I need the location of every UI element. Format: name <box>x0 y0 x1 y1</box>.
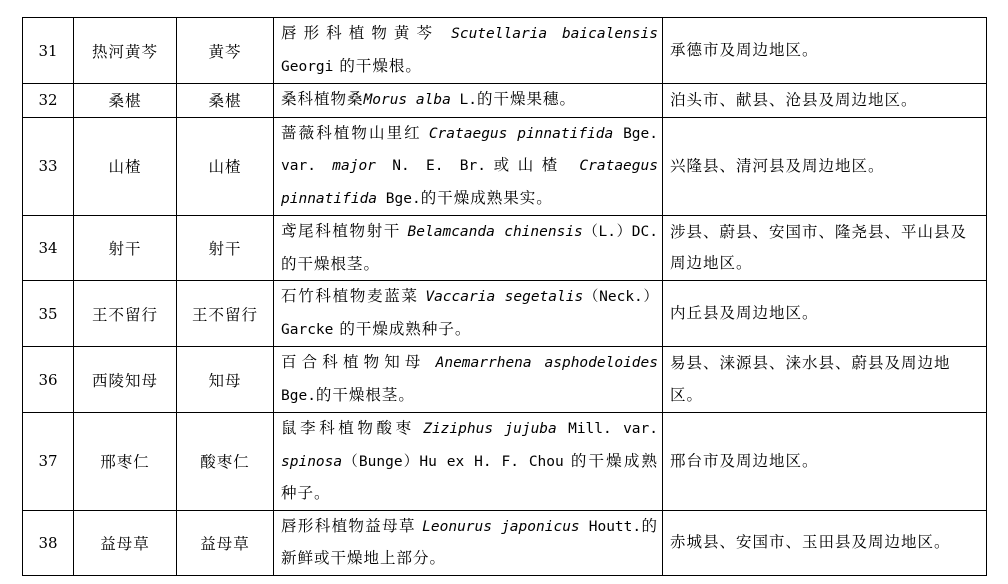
botanical-source <box>274 117 663 216</box>
author-citation: （Bunge）Hu ex H. F. Chou <box>342 453 564 470</box>
producing-area: 涉县、蔚县、安国市、隆尧县、平山县及周边地区。 <box>663 216 987 281</box>
latin-binomial: Scutellaria baicalensis <box>451 26 658 42</box>
botanical-source <box>274 281 663 347</box>
product-name: 山楂 <box>74 117 177 216</box>
row-number: 37 <box>23 413 74 511</box>
herb-name: 桑椹 <box>177 84 274 118</box>
producing-area: 易县、涞源县、涞水县、蔚县及周边地区。 <box>663 347 987 413</box>
row-number: 33 <box>23 117 74 216</box>
herb-name: 王不留行 <box>177 281 274 347</box>
botanical-source <box>274 413 663 511</box>
producing-area: 承德市及周边地区。 <box>663 18 987 84</box>
latin-binomial: Anemarrhena asphodeloides <box>435 355 658 371</box>
source-text: 的干燥根茎。 <box>315 385 415 404</box>
source-text: 唇形科植物黄芩 <box>281 24 452 42</box>
table-row <box>23 84 987 118</box>
table-body <box>23 18 987 576</box>
herb-name: 射干 <box>177 216 274 281</box>
table-row <box>23 117 987 216</box>
latin-binomial: Ziziphus jujuba <box>423 421 557 437</box>
source-text: 的干燥根。 <box>333 56 422 75</box>
author-citation: N. E. Br. <box>375 158 486 174</box>
table-row <box>23 18 987 84</box>
latin-binomial: Vaccaria segetalis <box>425 289 584 305</box>
author-citation: Mill. var. <box>556 421 658 437</box>
product-name: 王不留行 <box>74 281 177 347</box>
source-text: 的新鲜或干燥地上部分。 <box>281 516 658 567</box>
botanical-source <box>274 84 663 118</box>
table-row <box>23 216 987 281</box>
latin-binomial: spinosa <box>281 453 343 470</box>
product-name: 热河黄芩 <box>74 18 177 84</box>
author-citation: Bge. var. <box>281 125 658 174</box>
product-name: 桑椹 <box>74 84 177 118</box>
product-name: 邢枣仁 <box>74 413 177 511</box>
herb-name: 知母 <box>177 347 274 413</box>
source-text: 百合科植物知母 <box>281 353 436 371</box>
product-name: 射干 <box>74 216 177 281</box>
table-row <box>23 413 987 511</box>
author-citation: Bge. <box>281 387 316 404</box>
source-text: 桑科植物桑 <box>281 90 364 108</box>
source-text: 石竹科植物麦蓝菜 <box>281 287 426 305</box>
author-citation: Georgi <box>281 58 334 75</box>
table-row <box>23 347 987 413</box>
herb-name: 黄芩 <box>177 18 274 84</box>
row-number: 32 <box>23 84 74 118</box>
source-text: 或山楂 <box>486 156 580 174</box>
source-text: 的干燥成熟果实。 <box>420 188 553 207</box>
latin-binomial: Crataegus pinnatifida <box>428 125 614 142</box>
source-text: 鸢尾科植物射干 <box>281 222 408 240</box>
botanical-source <box>274 216 663 281</box>
table-row <box>23 281 987 347</box>
author-citation: Bge. <box>377 190 421 207</box>
source-text: 蔷薇科植物山里红 <box>281 123 429 142</box>
row-number: 38 <box>23 510 74 575</box>
latin-binomial: major <box>332 158 376 174</box>
source-text: 的干燥根茎。 <box>281 254 381 273</box>
producing-area: 赤城县、安国市、玉田县及周边地区。 <box>663 510 987 575</box>
author-citation: （Neck.）Garcke <box>281 289 658 338</box>
source-text: 唇形科植物益母草 <box>281 516 423 535</box>
producing-area: 内丘县及周边地区。 <box>663 281 987 347</box>
botanical-source <box>274 510 663 575</box>
row-number: 35 <box>23 281 74 347</box>
source-text: 的干燥果穗。 <box>477 90 577 108</box>
source-text: 的干燥成熟种子。 <box>333 319 472 338</box>
author-citation: Houtt. <box>579 518 642 535</box>
author-citation: L. <box>450 92 478 108</box>
latin-binomial: Morus alba <box>363 92 451 108</box>
row-number: 34 <box>23 216 74 281</box>
herb-name: 益母草 <box>177 510 274 575</box>
author-citation: （L.）DC. <box>582 224 658 240</box>
latin-binomial: Crataegus pinnatifida <box>281 158 658 207</box>
producing-area: 邢台市及周边地区。 <box>663 413 987 511</box>
botanical-source <box>274 347 663 413</box>
row-number: 36 <box>23 347 74 413</box>
product-name: 益母草 <box>74 510 177 575</box>
herb-name: 山楂 <box>177 117 274 216</box>
source-text: 的干燥成熟种子。 <box>281 451 658 502</box>
botanical-source <box>274 18 663 84</box>
table-row <box>23 510 987 575</box>
herb-name: 酸枣仁 <box>177 413 274 511</box>
latin-binomial: Belamcanda chinensis <box>407 224 583 240</box>
producing-area: 泊头市、献县、沧县及周边地区。 <box>663 84 987 118</box>
herb-origin-table <box>22 17 987 576</box>
row-number: 31 <box>23 18 74 84</box>
producing-area: 兴隆县、清河县及周边地区。 <box>663 117 987 216</box>
latin-binomial: Leonurus japonicus <box>422 518 580 535</box>
product-name: 西陵知母 <box>74 347 177 413</box>
source-text: 鼠李科植物酸枣 <box>281 419 424 437</box>
